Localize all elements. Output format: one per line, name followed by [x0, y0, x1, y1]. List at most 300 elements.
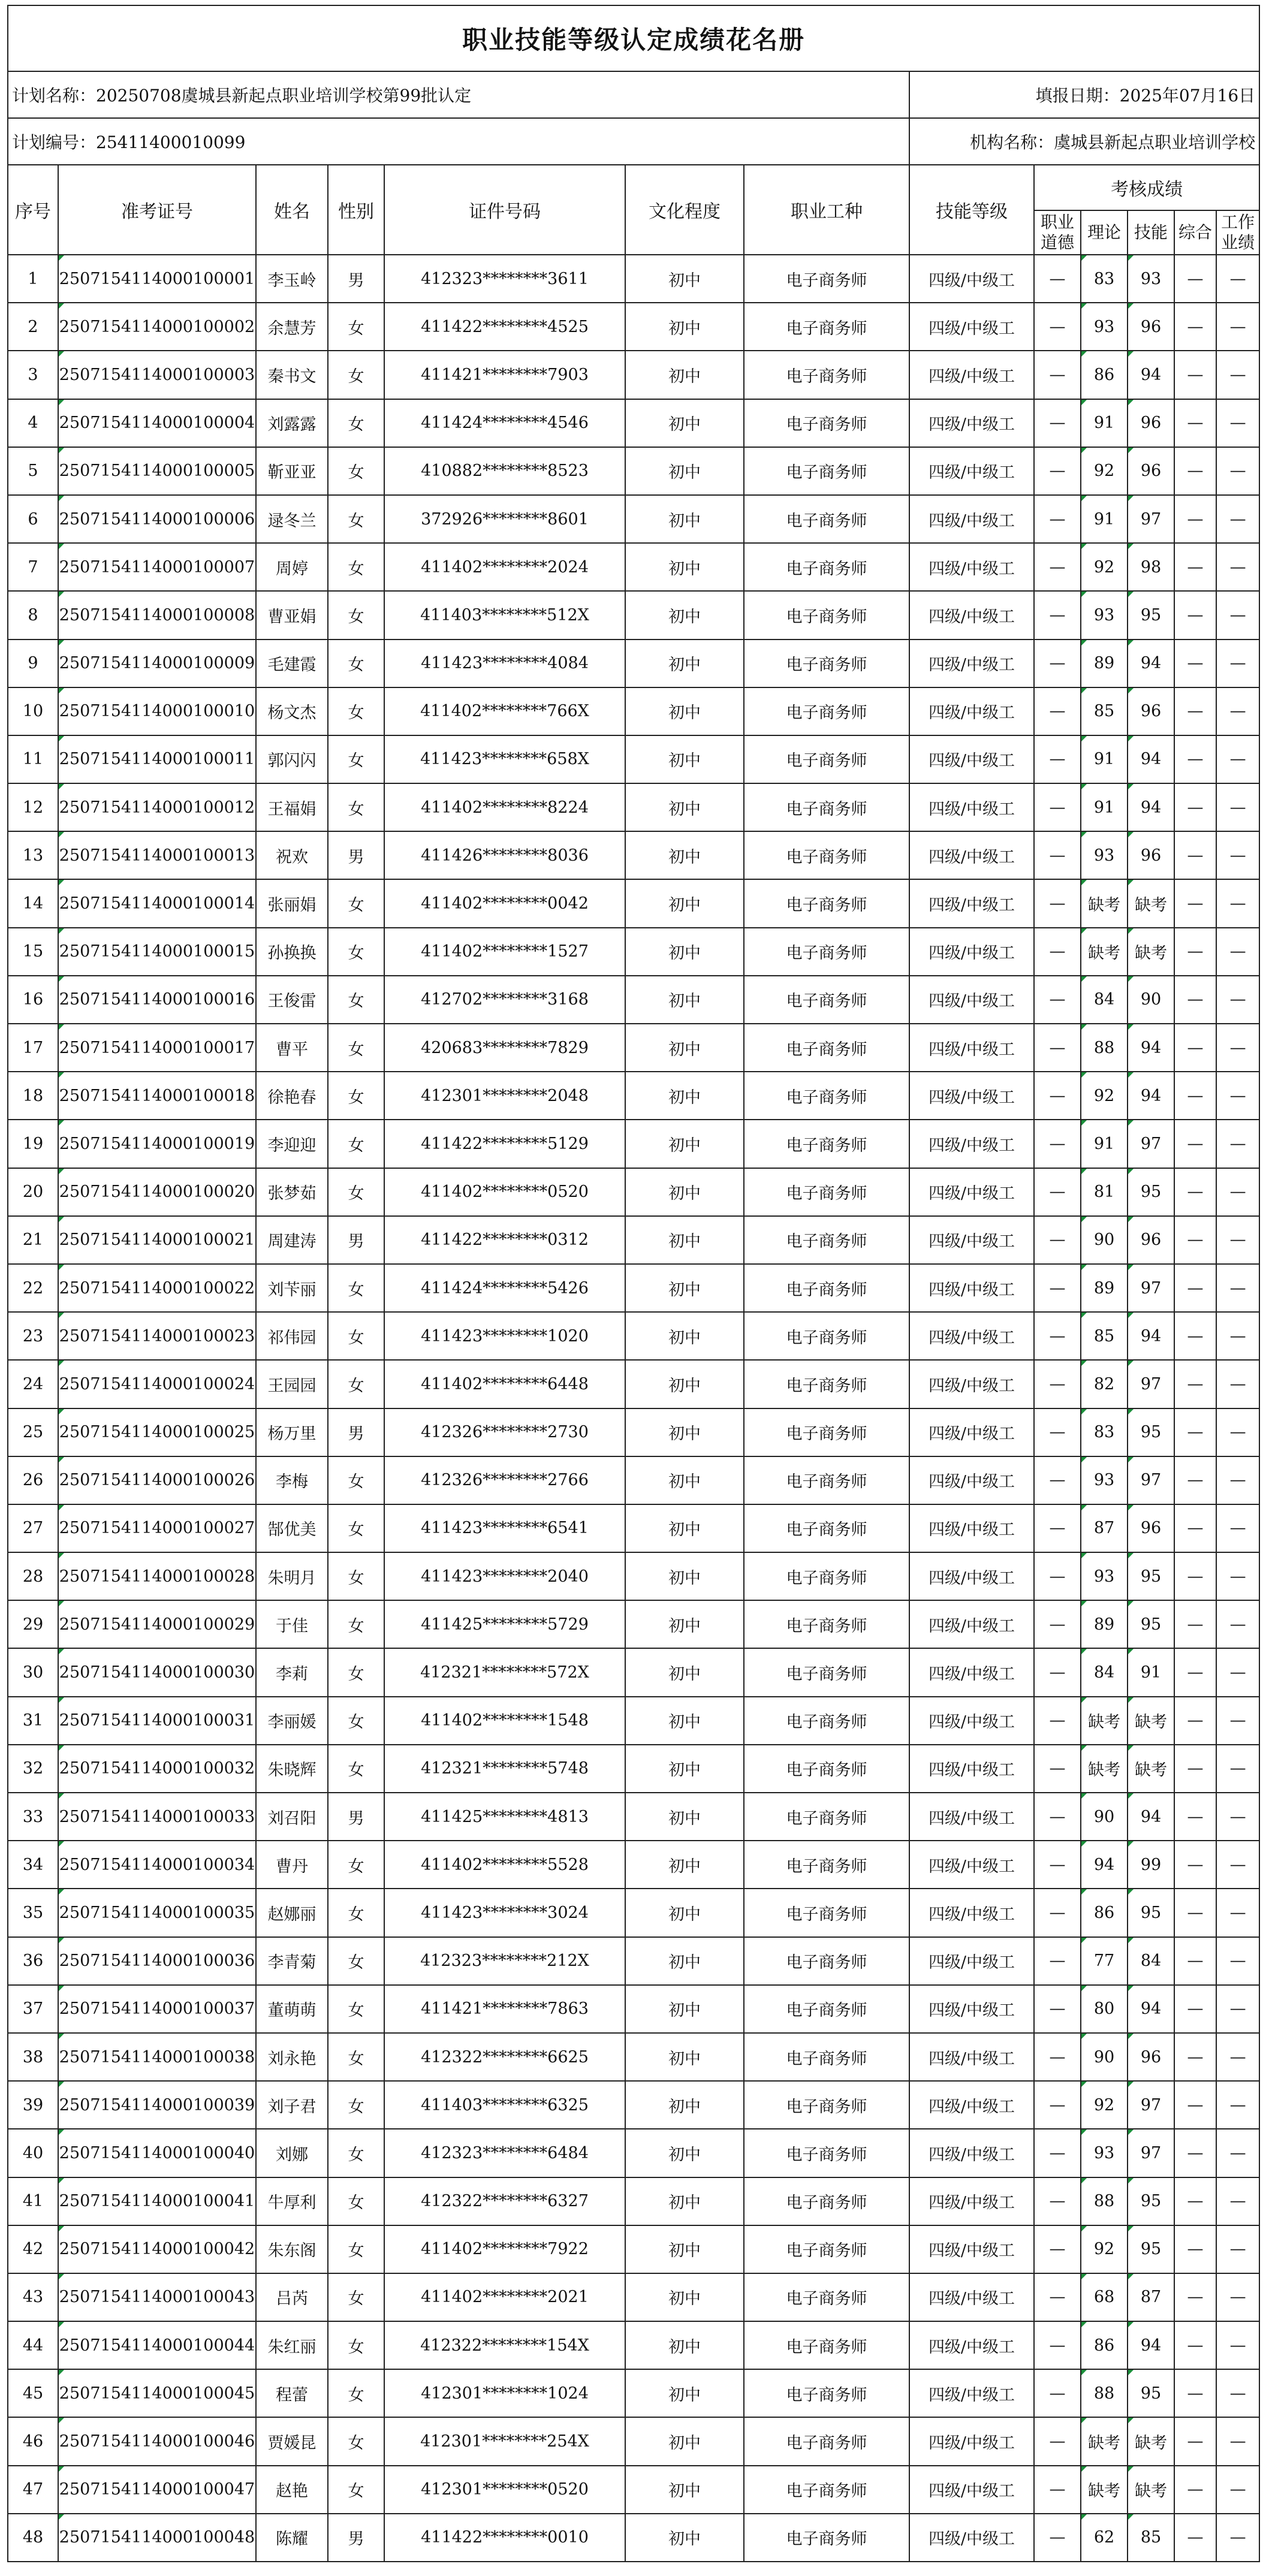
cell-level: 四级/中级工 [909, 2225, 1034, 2273]
cell-theory: 81 [1081, 1168, 1128, 1216]
cell-name: 秦书文 [256, 351, 328, 399]
cell-level: 四级/中级工 [909, 2273, 1034, 2321]
cell-work: — [1216, 783, 1259, 831]
cell-education: 初中 [625, 735, 744, 783]
cell-work: — [1216, 1937, 1259, 1985]
cell-theory: 83 [1081, 1408, 1128, 1456]
cell-exam-no: 2507154114000100016 [58, 976, 256, 1024]
cell-ethics: — [1034, 1216, 1081, 1264]
cell-occupation: 电子商务师 [744, 1264, 909, 1312]
cell-ethics: — [1034, 2417, 1081, 2465]
cell-occupation: 电子商务师 [744, 1793, 909, 1841]
cell-skill: 95 [1128, 1600, 1174, 1648]
cell-seq: 6 [8, 495, 58, 543]
table-row [8, 976, 1259, 1024]
cell-skill: 94 [1128, 2321, 1174, 2369]
cell-id-no: 411402********8224 [384, 783, 625, 831]
cell-comprehensive: — [1174, 1312, 1216, 1360]
cell-occupation: 电子商务师 [744, 1504, 909, 1552]
cell-occupation: 电子商务师 [744, 1312, 909, 1360]
cell-skill: 缺考 [1128, 2466, 1174, 2514]
cell-skill: 94 [1128, 735, 1174, 783]
cell-comprehensive: — [1174, 640, 1216, 687]
table-row [8, 1264, 1259, 1312]
cell-comprehensive: — [1174, 1745, 1216, 1793]
cell-skill: 95 [1128, 2177, 1174, 2225]
cell-theory: 86 [1081, 2321, 1128, 2369]
cell-id-no: 411402********2024 [384, 543, 625, 591]
cell-comprehensive: — [1174, 1408, 1216, 1456]
cell-id-no: 412301********1024 [384, 2369, 625, 2417]
cell-name: 杨文杰 [256, 687, 328, 735]
cell-skill: 97 [1128, 2129, 1174, 2177]
cell-level: 四级/中级工 [909, 1985, 1034, 2033]
cell-work: — [1216, 1648, 1259, 1696]
cell-id-no: 411402********7922 [384, 2225, 625, 2273]
cell-gender: 女 [328, 1648, 384, 1696]
cell-work: — [1216, 1120, 1259, 1168]
cell-occupation: 电子商务师 [744, 255, 909, 303]
cell-gender: 女 [328, 1552, 384, 1600]
table-row [8, 2369, 1259, 2417]
cell-education: 初中 [625, 1648, 744, 1696]
cell-name: 程蕾 [256, 2369, 328, 2417]
cell-education: 初中 [625, 2466, 744, 2514]
cell-id-no: 412702********3168 [384, 976, 625, 1024]
cell-comprehensive: — [1174, 591, 1216, 639]
cell-comprehensive: — [1174, 687, 1216, 735]
cell-occupation: 电子商务师 [744, 2369, 909, 2417]
cell-gender: 女 [328, 399, 384, 447]
cell-theory: 93 [1081, 591, 1128, 639]
cell-gender: 男 [328, 1793, 384, 1841]
cell-education: 初中 [625, 687, 744, 735]
table-row [8, 1889, 1259, 1936]
cell-occupation: 电子商务师 [744, 1360, 909, 1408]
cell-seq: 41 [8, 2177, 58, 2225]
cell-exam-no: 2507154114000100026 [58, 1456, 256, 1504]
cell-skill: 缺考 [1128, 2417, 1174, 2465]
cell-exam-no: 2507154114000100010 [58, 687, 256, 735]
cell-name: 张丽娟 [256, 879, 328, 927]
table-row [8, 879, 1259, 927]
cell-education: 初中 [625, 2514, 744, 2562]
cell-theory: 92 [1081, 2225, 1128, 2273]
cell-gender: 男 [328, 255, 384, 303]
cell-id-no: 412322********6625 [384, 2033, 625, 2081]
cell-seq: 32 [8, 1745, 58, 1793]
cell-name: 祁伟园 [256, 1312, 328, 1360]
cell-ethics: — [1034, 591, 1081, 639]
cell-gender: 女 [328, 928, 384, 976]
cell-gender: 女 [328, 2177, 384, 2225]
table-row [8, 1456, 1259, 1504]
cell-exam-no: 2507154114000100007 [58, 543, 256, 591]
plan-name: 计划名称：20250708虞城县新起点职业培训学校第99批认定 [8, 71, 909, 118]
cell-skill: 95 [1128, 1889, 1174, 1936]
cell-seq: 14 [8, 879, 58, 927]
cell-seq: 2 [8, 303, 58, 351]
cell-level: 四级/中级工 [909, 1312, 1034, 1360]
cell-seq: 33 [8, 1793, 58, 1841]
cell-ethics: — [1034, 928, 1081, 976]
cell-occupation: 电子商务师 [744, 2466, 909, 2514]
table-row [8, 303, 1259, 351]
cell-gender: 男 [328, 1216, 384, 1264]
cell-seq: 36 [8, 1937, 58, 1985]
cell-theory: 84 [1081, 1648, 1128, 1696]
cell-gender: 女 [328, 735, 384, 783]
cell-seq: 46 [8, 2417, 58, 2465]
cell-education: 初中 [625, 1120, 744, 1168]
table-row [8, 255, 1259, 303]
cell-theory: 93 [1081, 831, 1128, 879]
cell-theory: 83 [1081, 255, 1128, 303]
cell-comprehensive: — [1174, 1985, 1216, 2033]
cell-ethics: — [1034, 783, 1081, 831]
cell-comprehensive: — [1174, 2417, 1216, 2465]
table-row [8, 1552, 1259, 1600]
cell-theory: 92 [1081, 1072, 1128, 1120]
cell-exam-no: 2507154114000100031 [58, 1697, 256, 1745]
cell-seq: 15 [8, 928, 58, 976]
cell-work: — [1216, 2514, 1259, 2562]
cell-theory: 92 [1081, 543, 1128, 591]
cell-id-no: 411423********1020 [384, 1312, 625, 1360]
header-education: 文化程度 [625, 165, 744, 255]
cell-ethics: — [1034, 2514, 1081, 2562]
header-name: 姓名 [256, 165, 328, 255]
cell-id-no: 372926********8601 [384, 495, 625, 543]
cell-exam-no: 2507154114000100048 [58, 2514, 256, 2562]
cell-seq: 13 [8, 831, 58, 879]
cell-education: 初中 [625, 2129, 744, 2177]
header-exam-no: 准考证号 [58, 165, 256, 255]
table-row [8, 928, 1259, 976]
cell-ethics: — [1034, 1360, 1081, 1408]
cell-name: 杨万里 [256, 1408, 328, 1456]
cell-id-no: 411424********5426 [384, 1264, 625, 1312]
cell-seq: 22 [8, 1264, 58, 1312]
cell-comprehensive: — [1174, 735, 1216, 783]
cell-id-no: 412326********2730 [384, 1408, 625, 1456]
cell-seq: 42 [8, 2225, 58, 2273]
cell-comprehensive: — [1174, 303, 1216, 351]
cell-id-no: 412301********0520 [384, 2466, 625, 2514]
cell-comprehensive: — [1174, 2225, 1216, 2273]
cell-skill: 99 [1128, 1841, 1174, 1889]
cell-theory: 90 [1081, 2033, 1128, 2081]
cell-occupation: 电子商务师 [744, 1745, 909, 1793]
cell-theory: 93 [1081, 1552, 1128, 1600]
cell-occupation: 电子商务师 [744, 1937, 909, 1985]
cell-seq: 30 [8, 1648, 58, 1696]
cell-gender: 女 [328, 976, 384, 1024]
cell-comprehensive: — [1174, 1024, 1216, 1072]
cell-name: 刘子君 [256, 2081, 328, 2129]
cell-seq: 8 [8, 591, 58, 639]
table-row [8, 2466, 1259, 2514]
cell-work: — [1216, 1745, 1259, 1793]
cell-seq: 40 [8, 2129, 58, 2177]
cell-skill: 94 [1128, 1024, 1174, 1072]
cell-theory: 90 [1081, 1216, 1128, 1264]
cell-id-no: 412326********2766 [384, 1456, 625, 1504]
cell-skill: 97 [1128, 1120, 1174, 1168]
cell-skill: 97 [1128, 1360, 1174, 1408]
table-row [8, 783, 1259, 831]
cell-theory: 85 [1081, 1312, 1128, 1360]
cell-id-no: 411402********6448 [384, 1360, 625, 1408]
cell-theory: 87 [1081, 1504, 1128, 1552]
cell-comprehensive: — [1174, 976, 1216, 1024]
cell-occupation: 电子商务师 [744, 1072, 909, 1120]
cell-occupation: 电子商务师 [744, 2321, 909, 2369]
cell-name: 刘永艳 [256, 2033, 328, 2081]
cell-education: 初中 [625, 1408, 744, 1456]
cell-level: 四级/中级工 [909, 1168, 1034, 1216]
cell-level: 四级/中级工 [909, 1264, 1034, 1312]
cell-work: — [1216, 1024, 1259, 1072]
cell-occupation: 电子商务师 [744, 2081, 909, 2129]
cell-name: 于佳 [256, 1600, 328, 1648]
header-ethics: 职业道德 [1034, 210, 1081, 255]
cell-comprehensive: — [1174, 1648, 1216, 1696]
cell-level: 四级/中级工 [909, 1360, 1034, 1408]
cell-seq: 28 [8, 1552, 58, 1600]
cell-exam-no: 2507154114000100012 [58, 783, 256, 831]
cell-work: — [1216, 2369, 1259, 2417]
cell-gender: 女 [328, 591, 384, 639]
cell-exam-no: 2507154114000100019 [58, 1120, 256, 1168]
table-row [8, 2273, 1259, 2321]
cell-education: 初中 [625, 447, 744, 495]
cell-level: 四级/中级工 [909, 1889, 1034, 1936]
cell-level: 四级/中级工 [909, 399, 1034, 447]
cell-id-no: 411421********7863 [384, 1985, 625, 2033]
cell-name: 董萌萌 [256, 1985, 328, 2033]
cell-theory: 94 [1081, 1841, 1128, 1889]
cell-gender: 男 [328, 2514, 384, 2562]
cell-gender: 女 [328, 2033, 384, 2081]
cell-work: — [1216, 399, 1259, 447]
cell-comprehensive: — [1174, 2514, 1216, 2562]
cell-name: 赵娜丽 [256, 1889, 328, 1936]
cell-ethics: — [1034, 1024, 1081, 1072]
cell-skill: 缺考 [1128, 1697, 1174, 1745]
cell-seq: 26 [8, 1456, 58, 1504]
cell-comprehensive: — [1174, 1841, 1216, 1889]
cell-skill: 96 [1128, 447, 1174, 495]
cell-occupation: 电子商务师 [744, 928, 909, 976]
cell-id-no: 411402********1527 [384, 928, 625, 976]
cell-exam-no: 2507154114000100008 [58, 591, 256, 639]
cell-seq: 27 [8, 1504, 58, 1552]
cell-id-no: 411403********512X [384, 591, 625, 639]
cell-skill: 93 [1128, 255, 1174, 303]
cell-name: 李丽媛 [256, 1697, 328, 1745]
cell-exam-no: 2507154114000100001 [58, 255, 256, 303]
table-row [8, 1985, 1259, 2033]
cell-gender: 女 [328, 543, 384, 591]
cell-name: 吕芮 [256, 2273, 328, 2321]
cell-theory: 86 [1081, 1889, 1128, 1936]
cell-occupation: 电子商务师 [744, 399, 909, 447]
cell-gender: 女 [328, 2273, 384, 2321]
cell-name: 张梦茹 [256, 1168, 328, 1216]
cell-skill: 98 [1128, 543, 1174, 591]
cell-comprehensive: — [1174, 783, 1216, 831]
header-id-no: 证件号码 [384, 165, 625, 255]
cell-seq: 47 [8, 2466, 58, 2514]
cell-ethics: — [1034, 2321, 1081, 2369]
cell-education: 初中 [625, 1552, 744, 1600]
cell-ethics: — [1034, 351, 1081, 399]
cell-level: 四级/中级工 [909, 640, 1034, 687]
cell-skill: 96 [1128, 303, 1174, 351]
cell-occupation: 电子商务师 [744, 1600, 909, 1648]
header-occupation: 职业工种 [744, 165, 909, 255]
cell-education: 初中 [625, 1504, 744, 1552]
cell-ethics: — [1034, 1312, 1081, 1360]
cell-exam-no: 2507154114000100038 [58, 2033, 256, 2081]
cell-work: — [1216, 2321, 1259, 2369]
cell-work: — [1216, 1168, 1259, 1216]
cell-education: 初中 [625, 1264, 744, 1312]
cell-id-no: 411402********5528 [384, 1841, 625, 1889]
cell-exam-no: 2507154114000100024 [58, 1360, 256, 1408]
cell-ethics: — [1034, 2177, 1081, 2225]
cell-theory: 84 [1081, 976, 1128, 1024]
cell-level: 四级/中级工 [909, 1648, 1034, 1696]
cell-exam-no: 2507154114000100033 [58, 1793, 256, 1841]
cell-comprehensive: — [1174, 2466, 1216, 2514]
cell-skill: 97 [1128, 495, 1174, 543]
cell-work: — [1216, 495, 1259, 543]
cell-gender: 女 [328, 1120, 384, 1168]
cell-exam-no: 2507154114000100027 [58, 1504, 256, 1552]
cell-seq: 23 [8, 1312, 58, 1360]
cell-gender: 女 [328, 687, 384, 735]
cell-id-no: 412321********572X [384, 1648, 625, 1696]
cell-gender: 女 [328, 2129, 384, 2177]
cell-level: 四级/中级工 [909, 687, 1034, 735]
cell-comprehensive: — [1174, 831, 1216, 879]
cell-seq: 10 [8, 687, 58, 735]
cell-occupation: 电子商务师 [744, 351, 909, 399]
cell-level: 四级/中级工 [909, 2369, 1034, 2417]
cell-skill: 96 [1128, 2033, 1174, 2081]
table-row [8, 1024, 1259, 1072]
cell-comprehensive: — [1174, 1600, 1216, 1648]
cell-skill: 97 [1128, 1456, 1174, 1504]
cell-exam-no: 2507154114000100017 [58, 1024, 256, 1072]
cell-name: 赵艳 [256, 2466, 328, 2514]
cell-occupation: 电子商务师 [744, 1985, 909, 2033]
cell-level: 四级/中级工 [909, 1120, 1034, 1168]
table-row [8, 2321, 1259, 2369]
table-row [8, 1408, 1259, 1456]
cell-name: 曹亚娟 [256, 591, 328, 639]
cell-comprehensive: — [1174, 447, 1216, 495]
cell-id-no: 412321********5748 [384, 1745, 625, 1793]
cell-education: 初中 [625, 1600, 744, 1648]
cell-theory: 93 [1081, 303, 1128, 351]
cell-id-no: 411426********8036 [384, 831, 625, 879]
cell-gender: 女 [328, 2081, 384, 2129]
cell-id-no: 411422********4525 [384, 303, 625, 351]
cell-gender: 女 [328, 1600, 384, 1648]
cell-education: 初中 [625, 1072, 744, 1120]
cell-id-no: 411402********1548 [384, 1697, 625, 1745]
cell-id-no: 412322********6327 [384, 2177, 625, 2225]
cell-ethics: — [1034, 976, 1081, 1024]
cell-name: 朱明月 [256, 1552, 328, 1600]
cell-comprehensive: — [1174, 2273, 1216, 2321]
cell-exam-no: 2507154114000100040 [58, 2129, 256, 2177]
cell-work: — [1216, 591, 1259, 639]
cell-education: 初中 [625, 2369, 744, 2417]
cell-skill: 90 [1128, 976, 1174, 1024]
cell-level: 四级/中级工 [909, 1600, 1034, 1648]
cell-comprehensive: — [1174, 1264, 1216, 1312]
cell-seq: 3 [8, 351, 58, 399]
cell-comprehensive: — [1174, 351, 1216, 399]
cell-work: — [1216, 1072, 1259, 1120]
header-work: 工作业绩 [1216, 210, 1259, 255]
cell-gender: 女 [328, 351, 384, 399]
cell-level: 四级/中级工 [909, 1072, 1034, 1120]
cell-exam-no: 2507154114000100044 [58, 2321, 256, 2369]
cell-work: — [1216, 1360, 1259, 1408]
cell-comprehensive: — [1174, 2033, 1216, 2081]
cell-seq: 34 [8, 1841, 58, 1889]
cell-occupation: 电子商务师 [744, 1168, 909, 1216]
cell-name: 毛建霞 [256, 640, 328, 687]
cell-theory: 缺考 [1081, 2417, 1128, 2465]
cell-level: 四级/中级工 [909, 2033, 1034, 2081]
cell-comprehensive: — [1174, 1552, 1216, 1600]
cell-skill: 95 [1128, 591, 1174, 639]
cell-education: 初中 [625, 399, 744, 447]
cell-theory: 缺考 [1081, 879, 1128, 927]
cell-ethics: — [1034, 640, 1081, 687]
cell-ethics: — [1034, 1648, 1081, 1696]
cell-exam-no: 2507154114000100036 [58, 1937, 256, 1985]
cell-name: 牛厚利 [256, 2177, 328, 2225]
cell-skill: 95 [1128, 2225, 1174, 2273]
cell-id-no: 411425********5729 [384, 1600, 625, 1648]
cell-ethics: — [1034, 1168, 1081, 1216]
cell-name: 刘苄丽 [256, 1264, 328, 1312]
cell-work: — [1216, 2273, 1259, 2321]
header-seq: 序号 [8, 165, 58, 255]
cell-id-no: 411402********766X [384, 687, 625, 735]
cell-ethics: — [1034, 447, 1081, 495]
cell-comprehensive: — [1174, 543, 1216, 591]
cell-work: — [1216, 2225, 1259, 2273]
cell-ethics: — [1034, 2081, 1081, 2129]
roster-table [7, 5, 1260, 2562]
cell-gender: 女 [328, 1456, 384, 1504]
cell-theory: 缺考 [1081, 1745, 1128, 1793]
cell-comprehensive: — [1174, 1456, 1216, 1504]
cell-ethics: — [1034, 1841, 1081, 1889]
cell-seq: 9 [8, 640, 58, 687]
cell-id-no: 412323********212X [384, 1937, 625, 1985]
cell-theory: 缺考 [1081, 928, 1128, 976]
cell-work: — [1216, 976, 1259, 1024]
